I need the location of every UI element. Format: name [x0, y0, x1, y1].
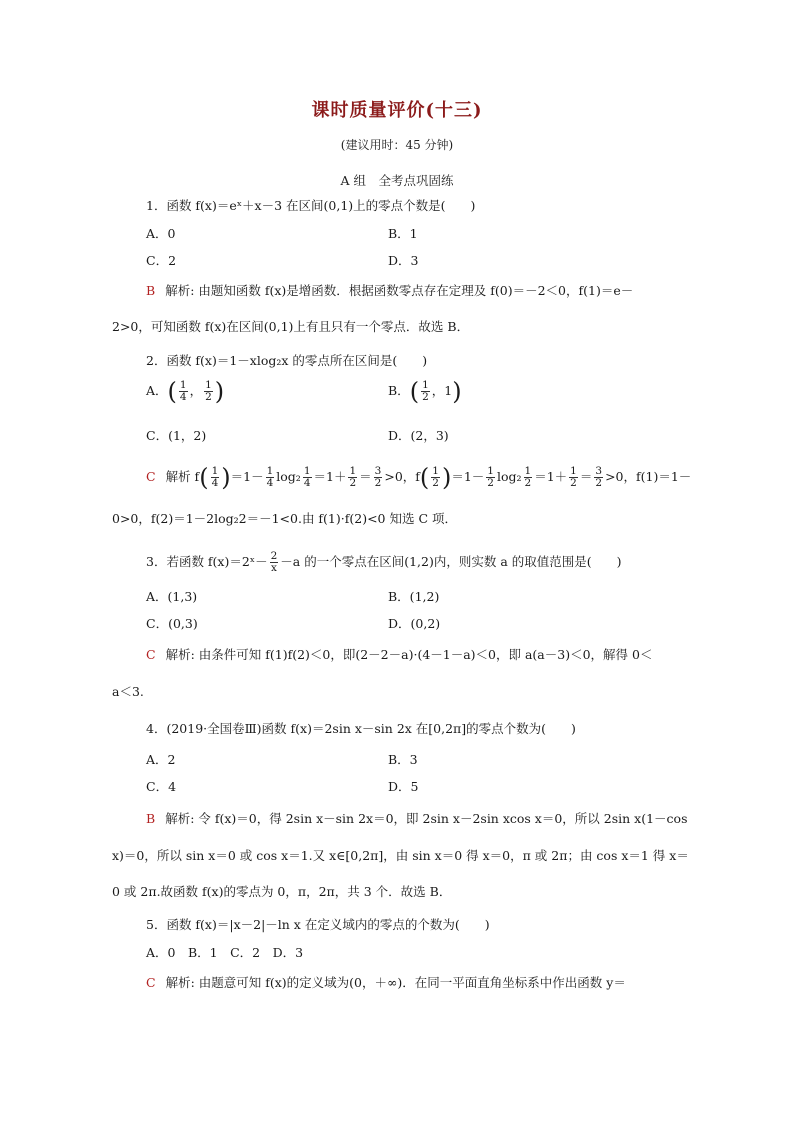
- q2-option-a: A．( $\frac{1}{4}$ ， $\frac{1}{2}$ ): [146, 377, 225, 406]
- q2-solution-line-2: 0>0，f(2)＝1－2log₂2＝－1<0.由 f(1)·f(2)<0 知选 C 项．: [112, 511, 457, 526]
- q2-stem: 2．函数 f(x)＝1－xlog₂x 的零点所在区间是( ): [146, 353, 428, 368]
- q5-solution-text: 解析: 由题意可知 f(x)的定义域为(0，＋∞)．在同一平面直角坐标系中作出函数 y＝: [165, 975, 626, 990]
- q2-solution-line-1: C 解析 f( $\frac{1}{4}$ )＝1－ $\frac{1}{4}$ log₂ $\frac{1}{4}$ ＝1＋ $\frac{1}{2}$ ＝ $\frac{3}{2}$ >0，f( $\frac{1}{2}$ )＝1－ $\frac{1}{2}$ log₂ $\frac{1}{2}$ ＝1＋ $\frac{1}{2}$ ＝ $\frac{3}{2}$ >0，f(1)＝1－: [146, 463, 692, 492]
- q1-option-a: A．0: [146, 226, 176, 241]
- q5-stem: 5．函数 f(x)＝|x－2|－ln x 在定义域内的零点的个数为( ): [146, 917, 490, 932]
- q2-sol-seg: log₂: [496, 469, 522, 484]
- q2-option-a-label: A．: [146, 383, 168, 398]
- q4-solution-line-3: 0 或 2π.故函数 f(x)的零点为 0，π，2π，共 3 个．故选 B．: [112, 884, 452, 899]
- q3-option-a: A．(1,3): [146, 589, 198, 604]
- q5-options: A．0 B．1 C．2 D．3: [146, 945, 304, 960]
- q4-answer: B: [146, 811, 156, 826]
- q2-option-b-tail: ，1: [431, 383, 453, 398]
- q1-option-d: D．3: [388, 253, 419, 268]
- q2-sol-seg: >0，f(1)＝1－: [605, 469, 692, 484]
- q2-sol-seg: ＝: [359, 469, 372, 484]
- q1-answer: B: [146, 283, 156, 298]
- q3-stem-post: －a 的一个零点在区间(1,2)内，则实数 a 的取值范围是( ): [280, 554, 622, 569]
- time-note: (建议用时：45 分钟): [340, 138, 454, 152]
- q4-option-b: B．3: [388, 752, 418, 767]
- q2-sol-seg: ＝1－: [451, 469, 485, 484]
- q2-option-b-label: B．: [388, 383, 410, 398]
- q3-stem: [146, 551, 682, 574]
- q1-stem: 1．函数 f(x)＝eˣ＋x－3 在区间(0,1)上的零点个数是( ): [146, 198, 476, 213]
- q2-sol-seg: >0，f: [384, 469, 420, 484]
- q4-solution-line-1: [146, 809, 688, 829]
- q2-sol-seg: log₂: [276, 469, 301, 484]
- q3-answer: C: [146, 647, 156, 662]
- q3-solution-line-2: a＜3.: [112, 684, 144, 699]
- q1-option-c: C．2: [146, 253, 177, 268]
- q3-option-b: B．(1,2): [388, 589, 440, 604]
- page-title: 课时质量评价(十三): [311, 100, 483, 121]
- q2-sol-seg: ＝1＋: [313, 469, 347, 484]
- q4-stem: 4．(2019·全国卷Ⅲ)函数 f(x)＝2sin x－sin 2x 在[0,2π]的零点个数为( ): [146, 721, 576, 736]
- q1-option-b: B．1: [388, 226, 418, 241]
- q2-option-d: D．(2，3): [388, 428, 449, 443]
- q2-answer: C: [146, 469, 156, 484]
- group-heading: A 组 全考点巩固练: [340, 173, 454, 188]
- q2-sol-seg: ＝1－: [230, 469, 264, 484]
- q3-stem-frac: $\frac{2}{x}$: [270, 550, 278, 574]
- q2-option-b-frac: $\frac{1}{2}$: [422, 379, 429, 403]
- q5-solution-line-1: [146, 973, 682, 993]
- q4-option-a: A．2: [146, 752, 176, 767]
- q3-stem-pre: 3．若函数 f(x)＝2ˣ－: [146, 554, 268, 569]
- q4-solution-text: 解析: 令 f(x)＝0，得 2sin x－sin 2x＝0，即 2sin x－2sin xcos x＝0，所以 2sin x(1－cos: [165, 811, 688, 826]
- q2-option-a-frac-1: $\frac{1}{4}$: [179, 379, 187, 403]
- q4-solution-line-2: x)＝0，所以 sin x＝0 或 cos x＝1.又 x∈[0,2π]，由 sin x＝0 得 x＝0，π 或 2π；由 cos x＝1 得 x＝: [112, 848, 689, 863]
- q2-option-c: C．(1，2): [146, 428, 207, 443]
- q2-option-a-frac-2: $\frac{1}{2}$: [205, 379, 212, 403]
- q2-sol-seg: ＝: [579, 469, 593, 484]
- q3-solution-line-1: [146, 645, 682, 665]
- q3-option-c: C．(0,3): [146, 616, 198, 631]
- q3-option-d: D．(0,2): [388, 616, 441, 631]
- q5-answer: C: [146, 975, 156, 990]
- q2-sol-seg: ＝1＋: [534, 469, 568, 484]
- q1-solution-text: 解析: 由题知函数 f(x)是增函数．根据函数零点存在定理及 f(0)＝－2＜0，f(1)＝e－: [165, 283, 634, 298]
- q1-solution-line-1: [146, 281, 682, 301]
- q4-option-c: C．4: [146, 779, 177, 794]
- q2-option-b: B．( $\frac{1}{2}$ ，1): [388, 377, 462, 406]
- q3-solution-text: 解析: 由条件可知 f(1)f(2)＜0，即(2－2－a)·(4－1－a)＜0，即 a(a－3)＜0，解得 0＜: [165, 647, 653, 662]
- q4-option-d: D．5: [388, 779, 419, 794]
- q1-solution-line-2: 2>0，可知函数 f(x)在区间(0,1)上有且只有一个零点．故选 B．: [112, 319, 470, 334]
- q2-sol-label: 解析 f: [165, 469, 200, 484]
